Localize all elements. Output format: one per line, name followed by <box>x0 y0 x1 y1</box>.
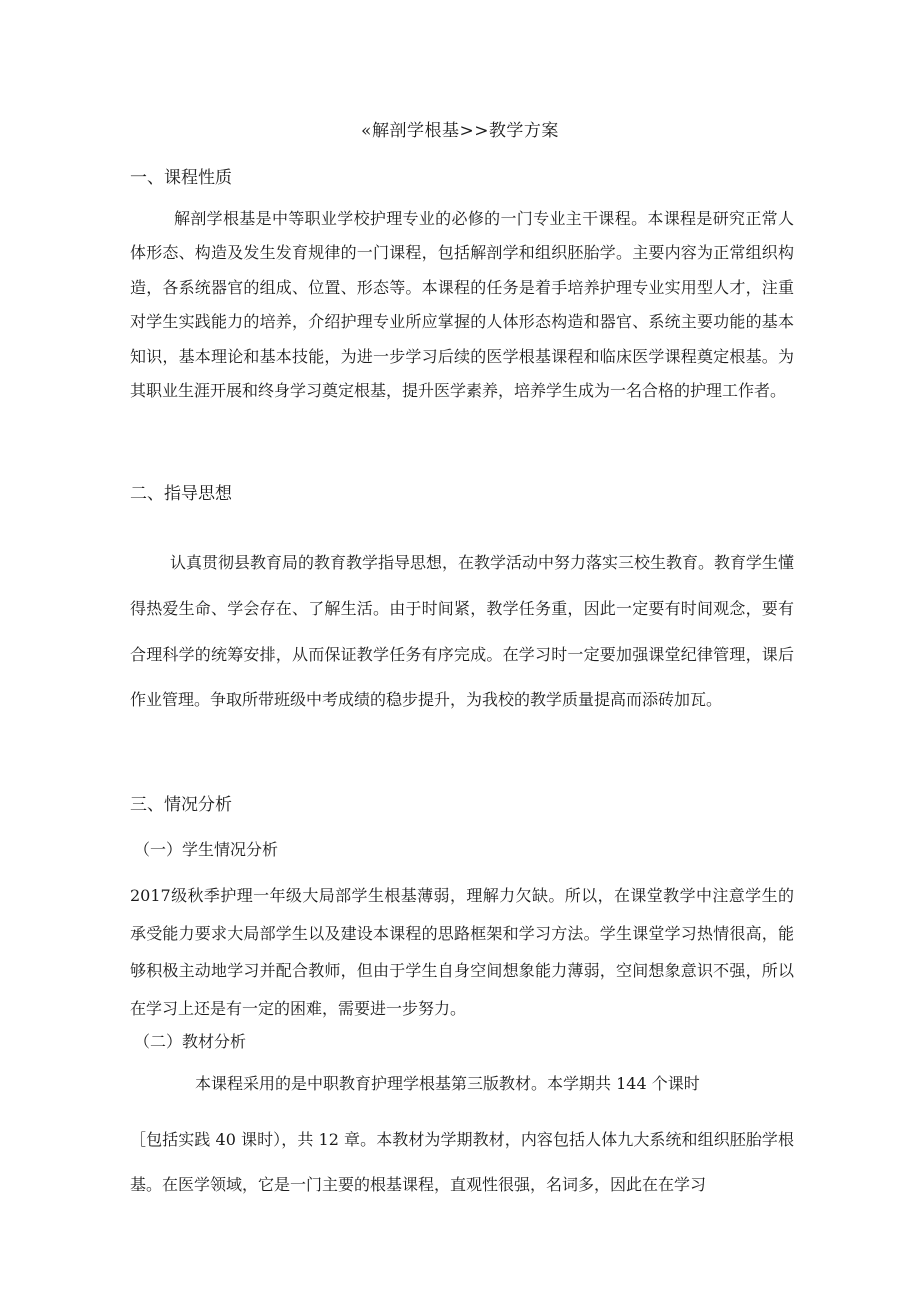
section-heading-guiding-ideology: 二、指导思想 <box>130 484 232 504</box>
paragraph-textbook-analysis: ［包括实践 40 课时），共 12 章。本教材为学期教材，内容包括人体九大系统和组织胚胎学根基。在医学领域，它是一门主要的根基课程，直观性很强，名词多，因此在在学习 <box>130 1130 794 1194</box>
paragraph-textbook-analysis-line1: 本课程采用的是中职教育护理学根基第三版教材。本学期共 144 个课时 <box>195 1074 700 1093</box>
subheading-textbook-analysis: （二）教材分析 <box>134 1032 247 1051</box>
section-heading-situation-analysis: 三、情况分析 <box>130 795 232 815</box>
section-heading-course-nature: 一、课程性质 <box>130 168 232 188</box>
paragraph-guiding-ideology: 认真贯彻县教育局的教育教学指导思想，在教学活动中努力落实三校生教育。教育学生懂得热爱生命、学会存在、了解生活。由于时间紧，教学任务重，因此一定要有时间观念，要有合理科学的统筹安排，从而保证教学任务有序完成。在学习时一定要加强课堂纪律管理，课后作业管理。争取所带班级中考成绩的稳步提升，为我校的教学质量提高而添砖加瓦。 <box>130 553 795 710</box>
subheading-student-analysis: （一）学生情况分析 <box>134 840 279 859</box>
document-title: «解剖学根基>>教学方案 <box>361 121 559 141</box>
paragraph-course-nature: 解剖学根基是中等职业学校护理专业的必修的一门专业主干课程。本课程是研究正常人体形态、构造及发生发育规律的一门课程，包括解剖学和组织胚胎学。主要内容为正常组织构造，各系统器官的组成、位置、形态等。本课程的任务是着手培养护理专业实用型人才，注重对学生实践能力的培养，介绍护理专业所应掌握的人体形态构造和器官、系统主要功能的基本知识，基本理论和基本技能，为进一步学习后续的医学根基课程和临床医学课程奠定根基。为其职业生涯开展和终身学习奠定根基，提升医学素养，培养学生成为一名合格的护理工作者。 <box>130 209 794 401</box>
paragraph-student-analysis: 2017级秋季护理一年级大局部学生根基薄弱，理解力欠缺。所以，在课堂教学中注意学生的承受能力要求大局部学生以及建设本课程的思路框架和学习方法。学生课堂学习热情很高，能够积极主动地学习并配合教师，但由于学生自身空间想象能力薄弱，空间想象意识不强，所以在学习上还是有一定的困难，需要进一步努力。 <box>130 886 794 1018</box>
